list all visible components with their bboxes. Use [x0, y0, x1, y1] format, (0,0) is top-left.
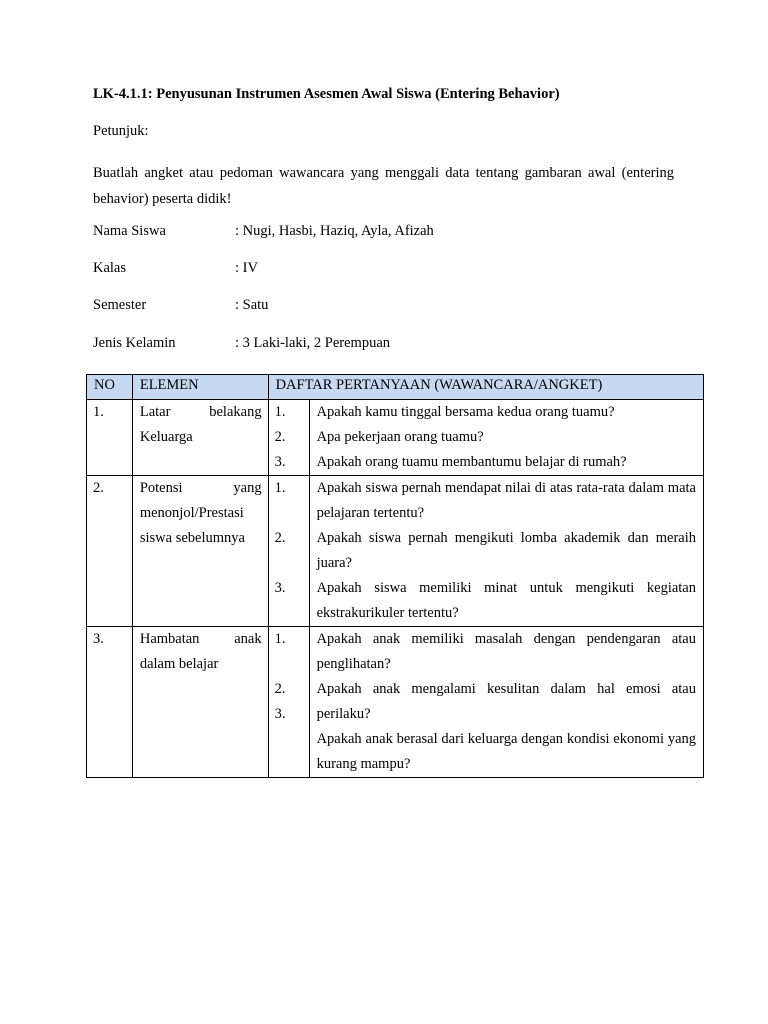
- table-row: [87, 476, 704, 627]
- elemen-line: Potensi yang: [139, 480, 262, 496]
- row-questions: [268, 476, 703, 627]
- question-number: 3.: [274, 580, 286, 596]
- spacer: [275, 551, 309, 576]
- question-number: 1.: [274, 480, 286, 496]
- question-number: 2.: [274, 530, 286, 546]
- info-value: : Nugi, Hasbi, Haziq, Ayla, Afizah: [235, 223, 434, 239]
- info-label: Jenis Kelamin: [93, 335, 176, 351]
- question-table: [86, 374, 704, 778]
- question-text: Apakah anak berasal dari keluarga dengan kondisi ekonomi yang kurang mampu?: [316, 731, 696, 772]
- question-numbers: [269, 627, 310, 777]
- table-row: [87, 400, 704, 476]
- instruction-text: Buatlah angket atau pedoman wawancara yang menggali data tentang gambaran awal (entering behavior) peserta didik!: [93, 165, 674, 207]
- question-text: Apakah kamu tinggal bersama kedua orang tuamu?: [316, 404, 615, 420]
- spacer: [275, 601, 309, 626]
- info-value: : 3 Laki-laki, 2 Perempuan: [235, 335, 391, 351]
- row-elemen: [132, 627, 268, 778]
- spacer: [275, 501, 309, 526]
- row-elemen: [132, 476, 268, 627]
- elemen-line: dalam belajar: [139, 656, 219, 672]
- question-text: Apakah anak memiliki masalah dengan pendengaran atau penglihatan?: [316, 631, 696, 672]
- page-title: LK-4.1.1: Penyusunan Instrumen Asesmen Awal Siswa (Entering Behavior): [93, 86, 560, 102]
- elemen-line: Hambatan anak: [139, 631, 262, 647]
- header-elemen: ELEMEN: [132, 375, 268, 400]
- info-value: : Satu: [235, 297, 269, 313]
- question-texts: [310, 627, 703, 777]
- question-texts: [310, 476, 703, 626]
- row-number: 2.: [87, 476, 133, 627]
- table-row: [87, 627, 704, 778]
- row-questions: [268, 627, 703, 778]
- question-number: 2.: [274, 681, 286, 697]
- elemen-line: Keluarga: [139, 429, 193, 445]
- question-numbers: [269, 400, 310, 475]
- header-daftar-pertanyaan: DAFTAR PERTANYAAN (WAWANCARA/ANGKET): [268, 375, 703, 400]
- row-questions: [268, 400, 703, 476]
- info-label: Semester: [93, 297, 147, 313]
- question-text: Apakah anak mengalami kesulitan dalam hal emosi atau perilaku?: [316, 681, 696, 722]
- question-numbers: [269, 476, 310, 626]
- row-elemen: [132, 400, 268, 476]
- question-number: 2.: [274, 429, 286, 445]
- question-number: 1.: [274, 631, 286, 647]
- petunjuk-label: Petunjuk:: [93, 123, 149, 139]
- spacer: [275, 727, 309, 752]
- question-number: 1.: [274, 404, 286, 420]
- question-texts: [310, 400, 703, 475]
- question-number: 3.: [274, 706, 286, 722]
- question-text: Apakah orang tuamu membantumu belajar di rumah?: [316, 454, 627, 470]
- question-text: Apakah siswa pernah mengikuti lomba akademik dan meraih juara?: [316, 530, 696, 571]
- table-header-row: [87, 375, 704, 400]
- header-no: NO: [87, 375, 133, 400]
- spacer: [275, 752, 309, 777]
- info-label: Kalas: [93, 260, 127, 276]
- question-number: 3.: [274, 454, 286, 470]
- elemen-line: siswa sebelumnya: [139, 530, 245, 546]
- elemen-line: Latar belakang: [139, 404, 262, 420]
- info-value: : IV: [235, 260, 258, 276]
- info-label: Nama Siswa: [93, 223, 166, 239]
- row-number: 1.: [87, 400, 133, 476]
- row-number: 3.: [87, 627, 133, 778]
- question-text: Apakah siswa memiliki minat untuk mengikuti kegiatan ekstrakurikuler tertentu?: [316, 580, 696, 621]
- elemen-line: menonjol/Prestasi: [139, 505, 244, 521]
- question-text: Apakah siswa pernah mendapat nilai di atas rata-rata dalam mata pelajaran tertentu?: [316, 480, 696, 521]
- spacer: [275, 652, 309, 677]
- question-text: Apa pekerjaan orang tuamu?: [316, 429, 484, 445]
